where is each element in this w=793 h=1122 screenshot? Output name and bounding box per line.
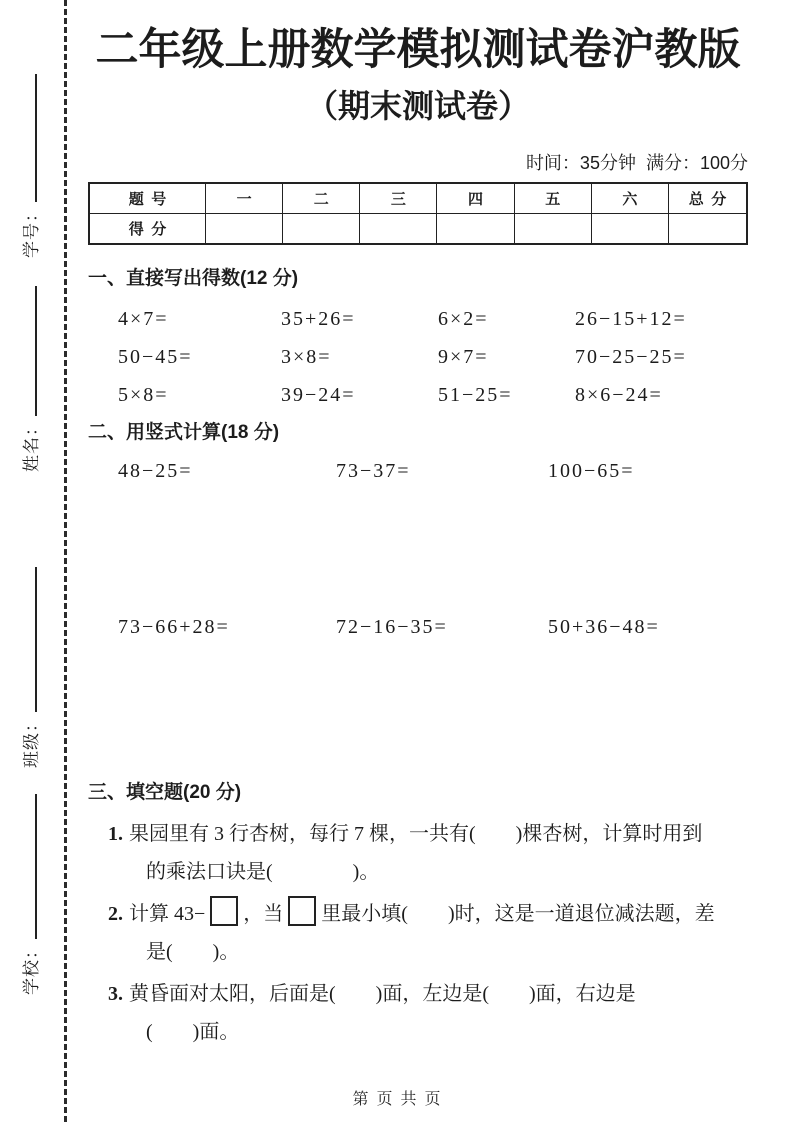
seal-dashed-line <box>64 0 67 1122</box>
page-footer: 第 页 共 页 <box>352 1091 441 1108</box>
score-header-cell: 二 <box>283 183 360 214</box>
question-number: 1. <box>108 823 123 845</box>
exam-info: 时间：35分钟 满分：100分 <box>525 153 748 173</box>
problem: 72−16−35= <box>336 616 448 638</box>
question-text: 里最小填( )时，这是一道退位减法题，差 <box>321 903 715 925</box>
page-title: 二年级上册数学模拟测试卷沪教版 <box>95 26 741 74</box>
problem: 4×7= <box>118 308 169 330</box>
class-label: 班级： <box>22 714 41 768</box>
section-one-problems <box>88 307 748 407</box>
question-text: 果园里有 3 行杏树，每行 7 棵，一共有( )棵杏树，计算时用到 <box>129 823 703 845</box>
problem: 6×2= <box>438 308 489 330</box>
problem: 100−65= <box>548 460 635 482</box>
question-text: 黄昏面对太阳，后面是( )面，左边是( )面，右边是 <box>129 983 636 1005</box>
problem: 26−15+12= <box>575 308 687 330</box>
question-1-line-1 <box>88 815 748 853</box>
page-subtitle: （期末测试卷） <box>305 88 530 124</box>
question-text: ，当 <box>243 903 284 925</box>
problem: 50+36−48= <box>548 616 660 638</box>
question-1-line-2: 的乘法口诀是( )。 <box>146 861 380 883</box>
seal-field-school <box>18 794 45 995</box>
score-empty-cell <box>437 214 514 245</box>
name-blank-line <box>18 286 37 416</box>
problem: 48−25= <box>118 460 193 482</box>
question-3 <box>88 975 748 1051</box>
student-id-label: 学号： <box>22 204 41 258</box>
section-two-problems-row1 <box>88 459 748 483</box>
question-1 <box>88 815 748 891</box>
section-three-heading: 三、填空题(20 分) <box>88 782 242 803</box>
section-two-problems-row2 <box>88 615 748 639</box>
problem: 8×6−24= <box>575 384 663 406</box>
problem: 5×8= <box>118 384 169 406</box>
score-empty-cell <box>283 214 360 245</box>
score-header-cell: 总 分 <box>669 183 748 214</box>
score-header-cell: 题 号 <box>89 183 206 214</box>
student-id-blank-line <box>18 74 37 202</box>
main-content <box>88 0 748 1051</box>
seal-field-student-id <box>18 74 45 258</box>
answer-box <box>210 896 238 926</box>
question-3-line-1 <box>88 975 748 1013</box>
problem: 50−45= <box>118 346 193 368</box>
school-blank-line <box>18 794 37 939</box>
section-two-heading: 二、用竖式计算(18 分) <box>88 422 280 443</box>
problem: 39−24= <box>281 384 356 406</box>
section-one-heading: 一、直接写出得数(12 分) <box>88 268 299 289</box>
problem: 73−66+28= <box>118 616 230 638</box>
question-number: 2. <box>108 903 123 925</box>
score-empty-cell <box>669 214 748 245</box>
question-2 <box>88 895 748 971</box>
problem: 73−37= <box>336 460 411 482</box>
score-table-score-row <box>89 214 747 245</box>
score-empty-cell <box>514 214 591 245</box>
score-header-cell: 五 <box>514 183 591 214</box>
seal-field-name <box>18 286 45 472</box>
problem: 3×8= <box>281 346 332 368</box>
score-header-cell: 一 <box>206 183 283 214</box>
problem: 9×7= <box>438 346 489 368</box>
score-empty-cell <box>206 214 283 245</box>
problem: 70−25−25= <box>575 346 687 368</box>
seal-field-class <box>18 567 45 768</box>
score-header-cell: 四 <box>437 183 514 214</box>
question-2-line-1 <box>88 895 748 933</box>
question-number: 3. <box>108 983 123 1005</box>
answer-box <box>288 896 316 926</box>
question-2-line-2: 是( )。 <box>146 941 240 963</box>
score-label-cell: 得 分 <box>89 214 206 245</box>
problem: 35+26= <box>281 308 356 330</box>
problem: 51−25= <box>438 384 513 406</box>
class-blank-line <box>18 567 37 712</box>
school-label: 学校： <box>22 941 41 995</box>
score-header-cell: 六 <box>591 183 668 214</box>
score-empty-cell <box>591 214 668 245</box>
score-table <box>88 182 748 245</box>
question-3-line-2: ( )面。 <box>146 1021 240 1043</box>
question-text: 计算 43− <box>129 903 206 925</box>
fill-in-questions <box>88 815 748 1051</box>
score-empty-cell <box>360 214 437 245</box>
name-label: 姓名： <box>22 418 41 472</box>
score-header-cell: 三 <box>360 183 437 214</box>
score-table-header-row <box>89 183 747 214</box>
